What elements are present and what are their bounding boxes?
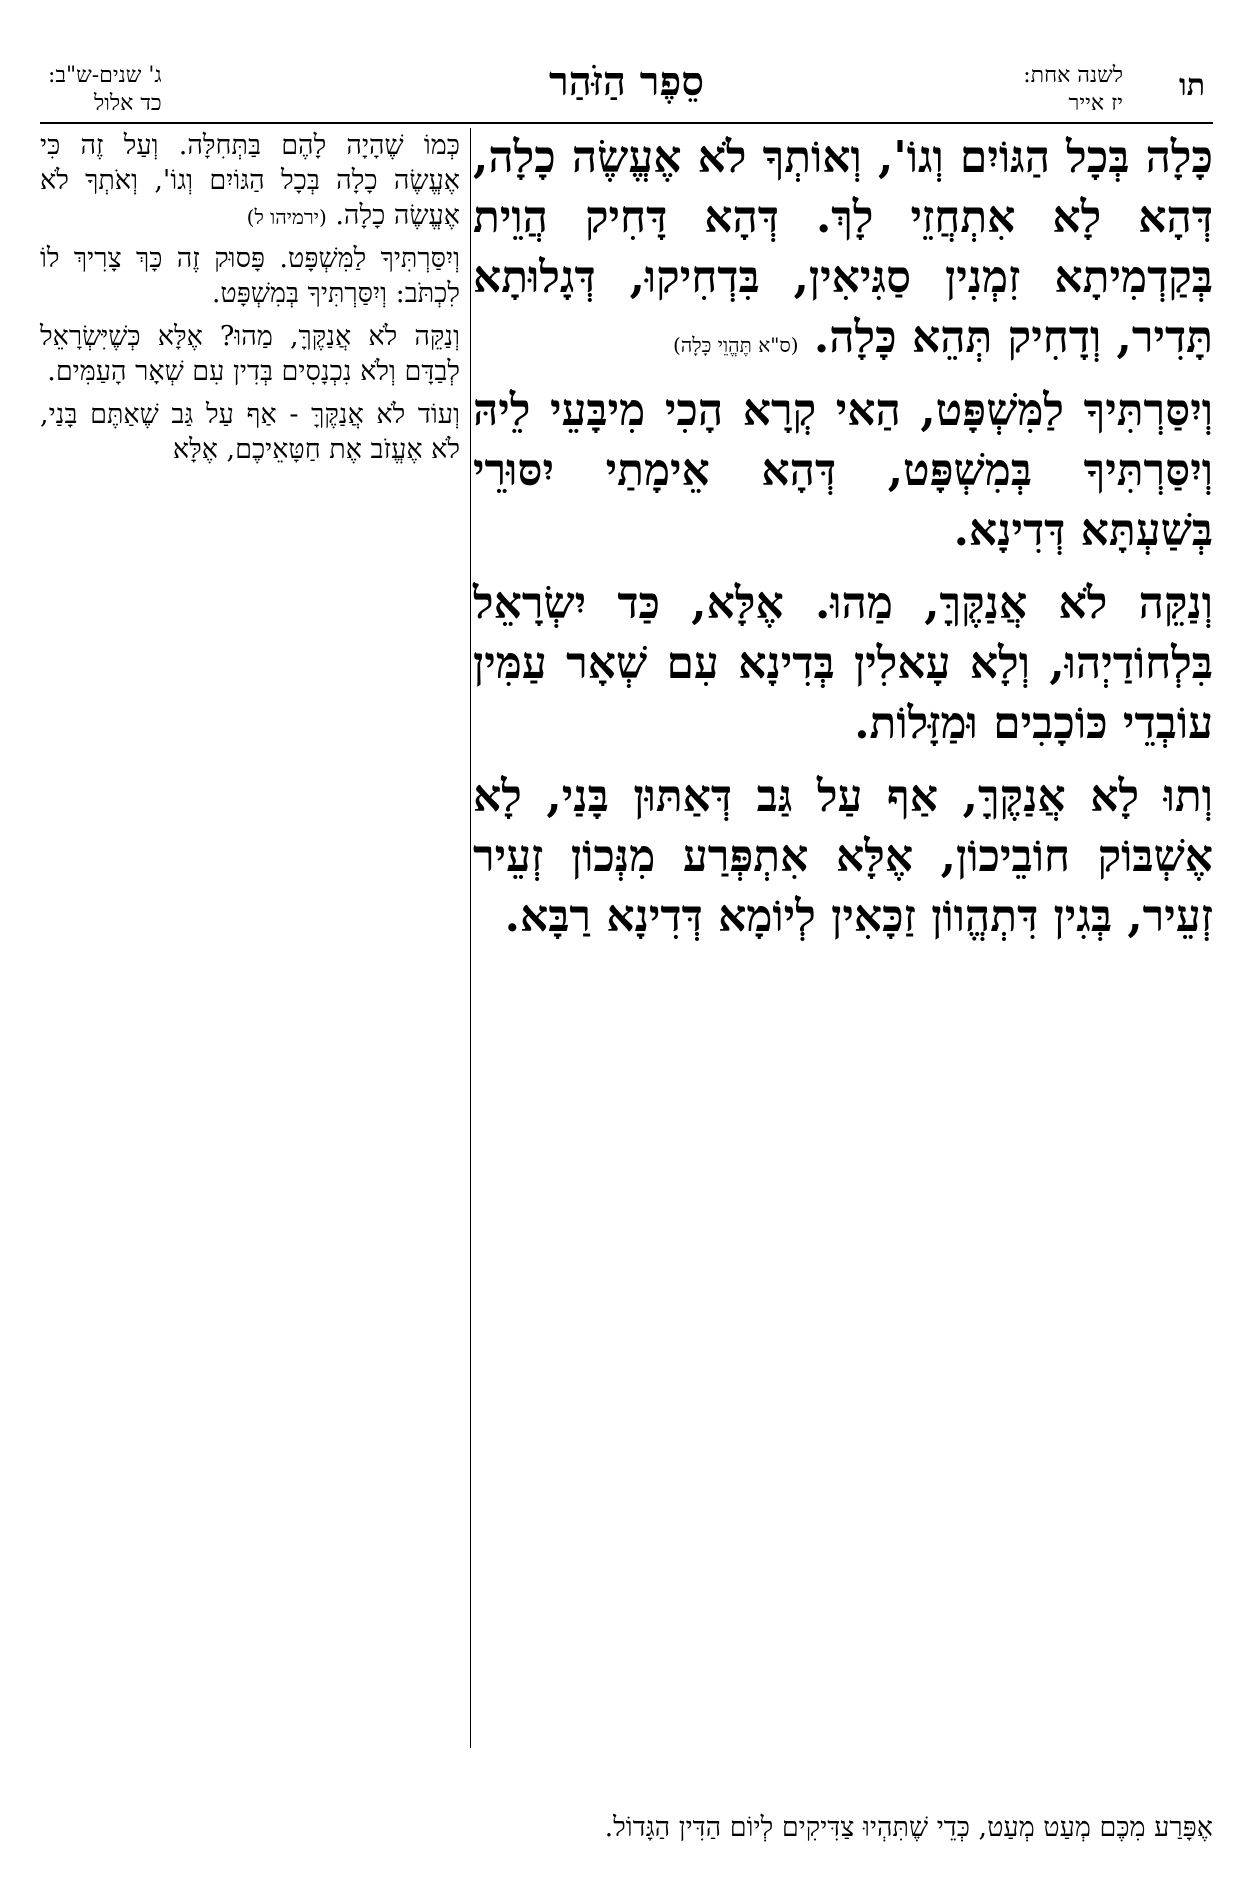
main-paragraph: וְיִסַּרְתִּיךָ לַמִּשְׁפָּט, הַאי קְרָא הָכִי מִיבָּעֵי לֵיהּ וְיִסַּרְתִּיךָ בְּמִשְׁפָּט, דְּהָא אֵימָתַי יִסּוּרֵי בְּשַׁעְתָּא דְּדִינָא.: [473, 385, 1213, 556]
schedule-date-left: כד אלול: [93, 91, 162, 116]
reading-schedule-left: [48, 62, 162, 118]
main-paragraph: וְנַקֵּה לֹא אֲנַקֶּךָּ, מַהוּ. אֶלָּא, כַּד יִשְׂרָאֵל בִּלְחוֹדַיְהוּ, וְלָא עָאלִין בְּדִינָא עִם שְׁאָר עַמִּין עוֹבְדֵי כּוֹכָבִים וּמַזָּלוֹת.: [473, 578, 1213, 749]
main-paragraph: וְתוּ לָא אֲנַקֶּךָּ, אַף עַל גַּב דְּאַתּוּן בָּנַי, לָא אֶשְׁבּוֹק חוֹבֵיכוֹן, אֶלָּא אִתְפְּרַע מִנְּכוֹן זְעֵיר זְעֵיר, בְּגִין דִּתְהֱווֹן זַכָּאִין לְיוֹמָא דְּדִינָא רַבָּא.: [473, 771, 1213, 942]
page-header: [40, 58, 1213, 122]
side-paragraph: וְיִסַּרְתִּיךָ לַמִּשְׁפָּט. פָּסוּק זֶה כָּךְ צָרִיךְ לוֹ לִכְתֹּב: וְיִסַּרְתִּיךָ בְּמִשְׁפָּט.: [40, 243, 460, 309]
schedule-date-right: יז אייר: [1068, 91, 1123, 116]
schedule-label-left: ג' שנים-ש"ב:: [48, 63, 162, 88]
footer-continuation-line: אֶפָּרַע מִכֶּם מְעַט מְעַט, כְּדֵי שֶׁתִּהְיוּ צַדִּיקִים לְיוֹם הַדִּין הַגָּדוֹל.: [604, 1812, 1213, 1843]
main-column-aramaic: [473, 128, 1213, 1778]
book-title: סֵפֶר הַזֹּהַר: [549, 58, 704, 105]
side-column-hebrew-translation: [40, 128, 460, 1778]
header-rule: [40, 122, 1213, 124]
page-number: תו: [1179, 68, 1205, 103]
side-paragraph: וְעוֹד לֹא אֲנַקֶּךָּ - אַף עַל גַּב שֶׁאַתֶּם בָּנַי, לֹא אֶעֱזֹב אֶת חַטָּאֵיכֶם, אֶלָּא: [40, 399, 460, 465]
schedule-label-right: לשנה אחת:: [1023, 63, 1123, 88]
main-paragraph: כָּלָה בְּכָל הַגּוֹיִם וְגוֹ', וְאוֹתְךָ לֹא אֶעֱשֶׂה כָלָה, דְּהָא לָא אִתְחֲזֵי לָךְ. דְּהָא דָּחִיק הֲוֵית בְּקַדְמִיתָא זִמְנִין סַגִּיאִין, בִּדְחִיקוּ, דְּגָלוּתָא תָּדִיר, וְדָחִיק תְּהֵא כָּלָה. (ס"א תֶּהֱוֵי כָּלָה): [473, 132, 1213, 363]
side-paragraph: וְנַקֵּה לֹא אֲנַקֶּךָּ, מַהוּ? אֶלָּא כְּשֶׁיִּשְׂרָאֵל לְבַדָּם וְלֹא נִכְנָסִים בְּדִין עִם שְׁאָר הָעַמִּים.: [40, 321, 460, 387]
column-divider: [470, 128, 471, 1748]
side-paragraph: כְּמוֹ שֶׁהָיָה לָהֶם בַּתְּחִלָּה. וְעַל זֶה כִּי אֶעֱשֶׂה כָלָה בְּכָל הַגּוֹיִם וְגוֹ', וְאֹתְךָ לֹא אֶעֱשֶׂה כָלָה. (ירמיהו ל): [40, 130, 460, 231]
